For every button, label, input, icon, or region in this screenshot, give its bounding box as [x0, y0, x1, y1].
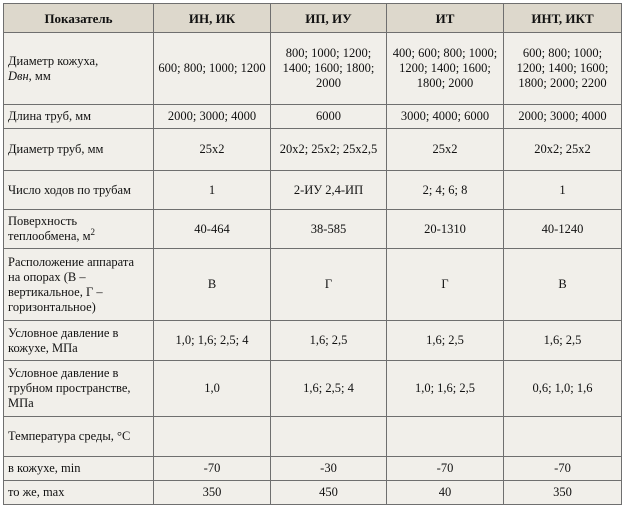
table-row: [4, 417, 622, 457]
cell-value: 600; 800; 1000; 1200: [154, 33, 271, 105]
header-parameter: Показатель: [4, 4, 154, 33]
table-row: [4, 129, 622, 171]
cell-value: 20x2; 25x2: [504, 129, 622, 171]
cell-value: 1,0; 1,6; 2,5; 4: [154, 321, 271, 361]
cell-value: 40: [387, 481, 504, 505]
cell-value: 25x2: [154, 129, 271, 171]
header-row: [4, 4, 622, 33]
cell-value: 450: [271, 481, 387, 505]
cell-value: 2-ИУ 2,4-ИП: [271, 171, 387, 210]
cell-value: 1,6; 2,5: [387, 321, 504, 361]
row-label: в кожухе, min: [4, 457, 154, 481]
cell-value: 40-464: [154, 210, 271, 249]
row-label: Температура среды, °С: [4, 417, 154, 457]
row-label: Длина труб, мм: [4, 105, 154, 129]
cell-value: 1,0; 1,6; 2,5: [387, 361, 504, 417]
cell-value: [271, 417, 387, 457]
table-row: [4, 171, 622, 210]
table-row: [4, 105, 622, 129]
cell-value: 2; 4; 6; 8: [387, 171, 504, 210]
row-label: то же, max: [4, 481, 154, 505]
row-label: Условное давление в кожухе, МПа: [4, 321, 154, 361]
cell-value: 600; 800; 1000; 1200; 1400; 1600; 1800; 2000; 2200: [504, 33, 622, 105]
cell-value: 400; 600; 800; 1000; 1200; 1400; 1600; 1800; 2000: [387, 33, 504, 105]
header-ip-iu: ИП, ИУ: [271, 4, 387, 33]
table-row: [4, 361, 622, 417]
cell-value: 25x2: [387, 129, 504, 171]
table-row: [4, 457, 622, 481]
row-label: Диаметр труб, мм: [4, 129, 154, 171]
cell-value: -70: [504, 457, 622, 481]
header-in-ik: ИН, ИК: [154, 4, 271, 33]
cell-value: 2000; 3000; 4000: [504, 105, 622, 129]
cell-value: 1,6; 2,5: [504, 321, 622, 361]
cell-value: 0,6; 1,0; 1,6: [504, 361, 622, 417]
row-label: Поверхность теплообмена, $м^2$: [4, 210, 154, 249]
cell-value: 20x2; 25x2; 25x2,5: [271, 129, 387, 171]
cell-value: 20-1310: [387, 210, 504, 249]
cell-value: Г: [271, 249, 387, 321]
cell-value: 38-585: [271, 210, 387, 249]
cell-value: 40-1240: [504, 210, 622, 249]
cell-value: В: [154, 249, 271, 321]
cell-value: [154, 417, 271, 457]
cell-value: 1,6; 2,5: [271, 321, 387, 361]
table-row: [4, 481, 622, 505]
cell-value: Г: [387, 249, 504, 321]
table-row: [4, 210, 622, 249]
cell-value: -70: [387, 457, 504, 481]
cell-value: 6000: [271, 105, 387, 129]
heat-exchanger-spec-table: [3, 3, 622, 505]
cell-value: В: [504, 249, 622, 321]
cell-value: -70: [154, 457, 271, 481]
cell-value: 3000; 4000; 6000: [387, 105, 504, 129]
row-label: Расположение аппарата на опорах (В – вертикальное, Г – горизонтальное): [4, 249, 154, 321]
row-label: Диаметр кожуха, Dвн, мм: [4, 33, 154, 105]
cell-value: 1: [154, 171, 271, 210]
cell-value: 1: [504, 171, 622, 210]
row-label: Число ходов по трубам: [4, 171, 154, 210]
table-row: [4, 249, 622, 321]
cell-value: 1,0: [154, 361, 271, 417]
superscript: 2: [90, 226, 96, 237]
table-row: [4, 321, 622, 361]
table-row: [4, 33, 622, 105]
cell-value: 1,6; 2,5; 4: [271, 361, 387, 417]
cell-value: -30: [271, 457, 387, 481]
cell-value: 2000; 3000; 4000: [154, 105, 271, 129]
header-it: ИТ: [387, 4, 504, 33]
header-int-ikt: ИНТ, ИКТ: [504, 4, 622, 33]
cell-value: 350: [154, 481, 271, 505]
cell-value: 350: [504, 481, 622, 505]
cell-value: [504, 417, 622, 457]
cell-value: [387, 417, 504, 457]
cell-value: 800; 1000; 1200; 1400; 1600; 1800; 2000: [271, 33, 387, 105]
row-label: Условное давление в трубном пространстве, МПа: [4, 361, 154, 417]
